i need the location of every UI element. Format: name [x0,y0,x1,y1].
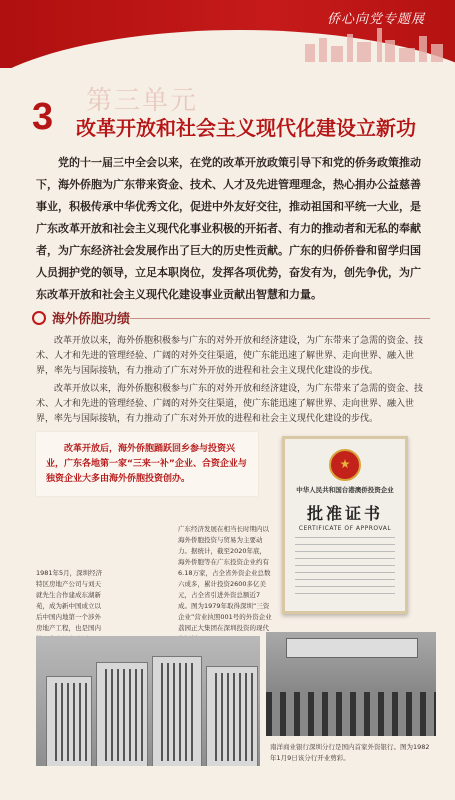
chapter-number: 3 [32,96,54,138]
donghu-estate-photo [36,636,260,766]
skyline-graphic [285,22,455,62]
quote-box [36,432,258,496]
section-paragraph: 改革开放以来，海外侨胞积极参与广东的对外开放和经济建设，为广东带来了急需的资金、技术、人才和先进的管理经验、广阔的对外交往渠道，使广东能迅速了解世界、走向世界、融入世界，率先与国际接轨，有力推动了广东对外开放的进程和社会主义现代化建设的步伐。 [36,336,424,376]
chapter-title: 改革开放和社会主义现代化建设立新功 [76,116,416,140]
nanyang-bank-opening-photo [266,632,436,736]
caption-donghu: 1981年5月，深圳经济特区房地产公司与刘天就先生合作建成东湖新苑，成为新中国成立以后中国内地第一个涉外房地产工程，也是国内 [36,569,103,632]
certificate-english: CERTIFICATE OF APPROVAL [298,525,392,532]
approval-certificate-photo [282,436,408,614]
section-header [32,308,130,327]
caption-bank: 南洋商业银行深圳分行是国内首家外资银行。图为1982年1月9日该分行开业剪彩。 [270,743,430,762]
section-paragraph: 改革开放以来，海外侨胞积极参与广东的对外开放和经济建设，为广东带来了急需的资金、技术、人才和先进的管理经验、广阔的对外交往渠道，使广东能迅速了解世界、走向世界、融入世界，率先与国际接轨，有力推动了广东对外开放的进程和社会主义现代化建设的步伐。 [36,384,424,424]
national-emblem-icon [329,449,361,481]
section-title: 海外侨胞功绩 [52,312,131,327]
quote-text: 改革开放后，海外侨胞踊跃回乡参与投资兴业，广东各地第一家“三来一补”企业、合资企业与独资企业大多由海外侨胞投资创办。 [46,444,247,484]
intro-paragraph: 党的十一届三中全会以来，在党的改革开放政策引导下和党的侨务政策推动下，海外侨胞为广东带来资金、技术、人才及先进管理理念，热心捐办公益慈善事业，积极传承中华优秀文化，促进中外友好交往，推动祖国和平统一大业，是广东改革开放和社会主义现代化事业积极的开拓者、有力的推动者和无私的奉献者，为广东经济社会发展作出了巨大的历史性贡献。广东的归侨侨眷和留学归国人员拥护党的领导，立足本职岗位，发挥各项优势，奋发有为，创先争优，为广东改革开放和社会主义现代化建设事业贡献出智慧和力量。 [36,156,421,301]
section-bullet-icon [32,311,46,325]
certificate-issuer: 中华人民共和国台港澳侨投资企业 [296,486,394,494]
unit-ghost-label: 第三单元 [86,86,199,116]
brand-script: 侨心向党专题展 [326,12,425,27]
caption-investment: 广东经济发展在相当长时期内以海外侨胞投资与贸易为主要动力。据统计，截至2020年底，海外侨胞等在广东投资企业约有6.18万家，占全省外资企业总数六成多，累计投资2600多亿美元，占全省引进外资总额近7成。图为1979年取得深圳“三资企业”营业执照001号的外资企业荔园正大集团在深圳投资的现代 [178,525,272,632]
section-divider [130,318,430,319]
certificate-title: 批准证书 [306,504,383,523]
certificate-text-lines [295,537,395,600]
